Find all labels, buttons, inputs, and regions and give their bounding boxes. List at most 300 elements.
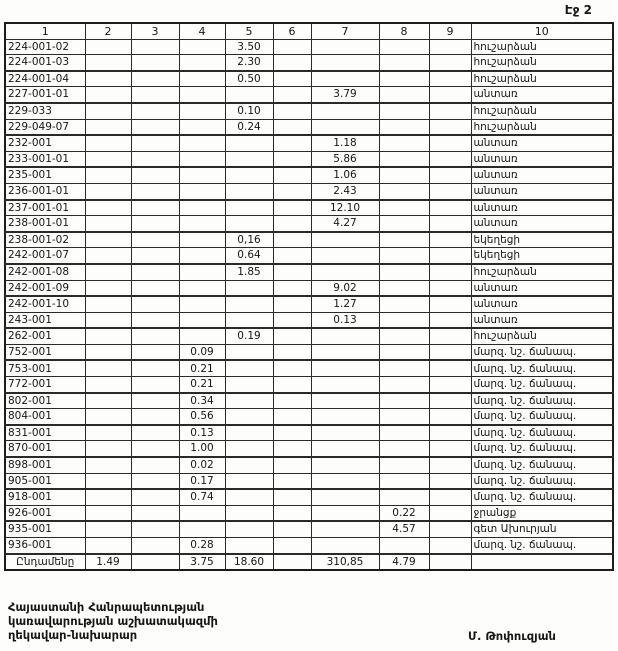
value-cell: [225, 393, 273, 409]
value-cell: [273, 344, 311, 360]
value-cell: [273, 538, 311, 554]
code-cell: 237-001-01: [5, 200, 85, 216]
value-cell: [131, 409, 179, 425]
value-cell: [179, 505, 225, 521]
value-cell: [311, 521, 379, 537]
value-cell: [273, 167, 311, 183]
code-cell: 753-001: [5, 360, 85, 376]
value-cell: [179, 200, 225, 216]
table-row: [5, 232, 613, 248]
value-cell: [131, 216, 179, 232]
value-cell: [273, 409, 311, 425]
value-cell: [429, 183, 471, 199]
value-cell: 0.17: [179, 473, 225, 489]
value-cell: [225, 87, 273, 103]
category-cell: հուշարձան: [471, 71, 613, 87]
value-cell: [179, 39, 225, 55]
table-row: [5, 216, 613, 232]
value-cell: [225, 151, 273, 167]
table-row: [5, 39, 613, 55]
category-cell: մարզ. նշ. ճանապ.: [471, 344, 613, 360]
value-cell: [311, 538, 379, 554]
category-cell: մարզ. նշ. ճանապ.: [471, 441, 613, 457]
value-cell: 0.02: [179, 457, 225, 473]
table-row: [5, 538, 613, 554]
value-cell: 0.13: [311, 312, 379, 328]
value-cell: [311, 232, 379, 248]
value-cell: [273, 183, 311, 199]
value-cell: [179, 216, 225, 232]
code-cell: 242-001-10: [5, 296, 85, 312]
value-cell: [273, 119, 311, 135]
column-header: 1: [5, 23, 85, 39]
value-cell: 0.21: [179, 377, 225, 393]
code-cell: 918-001: [5, 489, 85, 505]
value-cell: [311, 71, 379, 87]
code-cell: 752-001: [5, 344, 85, 360]
column-header: 4: [179, 23, 225, 39]
value-cell: [379, 393, 429, 409]
table-row: [5, 248, 613, 264]
value-cell: [311, 55, 379, 71]
table-row: [5, 441, 613, 457]
value-cell: [179, 312, 225, 328]
footer-block: [8, 601, 218, 642]
category-cell: ջրանցք: [471, 505, 613, 521]
value-cell: [131, 248, 179, 264]
value-cell: [429, 264, 471, 280]
value-cell: [379, 248, 429, 264]
value-cell: [85, 248, 131, 264]
total-value-cell: 4.79: [379, 554, 429, 571]
column-header: 2: [85, 23, 131, 39]
value-cell: 0.09: [179, 344, 225, 360]
value-cell: [225, 489, 273, 505]
value-cell: [379, 489, 429, 505]
value-cell: [131, 135, 179, 151]
category-cell: հուշարձան: [471, 39, 613, 55]
value-cell: [273, 39, 311, 55]
value-cell: [429, 135, 471, 151]
header-row: [5, 23, 613, 39]
category-cell: մարզ. նշ. ճանապ.: [471, 393, 613, 409]
value-cell: [85, 39, 131, 55]
page-number: Էջ 2: [564, 3, 592, 17]
value-cell: [225, 296, 273, 312]
value-cell: [429, 103, 471, 119]
value-cell: [85, 521, 131, 537]
category-cell: հուշարձան: [471, 103, 613, 119]
value-cell: [131, 87, 179, 103]
value-cell: [311, 344, 379, 360]
table-row: [5, 360, 613, 376]
value-cell: [131, 232, 179, 248]
table-row: [5, 377, 613, 393]
value-cell: [429, 71, 471, 87]
value-cell: [85, 280, 131, 296]
value-cell: [429, 232, 471, 248]
category-cell: մարզ. նշ. ճանապ.: [471, 377, 613, 393]
total-value-cell: [131, 554, 179, 571]
value-cell: [225, 312, 273, 328]
code-cell: 224-001-03: [5, 55, 85, 71]
value-cell: [379, 473, 429, 489]
signature-name: Մ. Թոփուզյան: [468, 629, 556, 643]
footer-line-1: Հայաստանի Հանրապետության: [8, 600, 205, 614]
value-cell: [131, 312, 179, 328]
value-cell: [225, 441, 273, 457]
category-cell: մարզ. նշ. ճանապ.: [471, 538, 613, 554]
value-cell: [131, 151, 179, 167]
value-cell: [85, 167, 131, 183]
value-cell: [131, 55, 179, 71]
value-cell: [131, 489, 179, 505]
value-cell: [379, 457, 429, 473]
column-header: 10: [471, 23, 613, 39]
total-value-cell: 3.75: [179, 554, 225, 571]
code-cell: 232-001: [5, 135, 85, 151]
value-cell: [379, 103, 429, 119]
value-cell: [273, 232, 311, 248]
value-cell: [131, 393, 179, 409]
value-cell: [225, 377, 273, 393]
value-cell: [131, 538, 179, 554]
value-cell: [429, 505, 471, 521]
value-cell: [179, 280, 225, 296]
value-cell: 1.18: [311, 135, 379, 151]
value-cell: 4.57: [379, 521, 429, 537]
value-cell: [273, 248, 311, 264]
value-cell: [379, 344, 429, 360]
value-cell: [429, 280, 471, 296]
value-cell: [379, 280, 429, 296]
value-cell: [273, 87, 311, 103]
value-cell: [429, 457, 471, 473]
value-cell: [225, 409, 273, 425]
code-cell: 870-001: [5, 441, 85, 457]
value-cell: [85, 489, 131, 505]
table-row: [5, 151, 613, 167]
code-cell: 831-001: [5, 425, 85, 441]
value-cell: [85, 409, 131, 425]
code-cell: 926-001: [5, 505, 85, 521]
value-cell: [131, 280, 179, 296]
value-cell: [311, 441, 379, 457]
value-cell: [85, 328, 131, 344]
value-cell: [379, 71, 429, 87]
value-cell: [225, 344, 273, 360]
table-row: [5, 87, 613, 103]
value-cell: [131, 296, 179, 312]
value-cell: [379, 264, 429, 280]
table-row: [5, 521, 613, 537]
value-cell: [311, 248, 379, 264]
value-cell: [429, 55, 471, 71]
category-cell: մարզ. նշ. ճանապ.: [471, 425, 613, 441]
value-cell: 3.50: [225, 39, 273, 55]
value-cell: [429, 119, 471, 135]
category-cell: անտառ: [471, 183, 613, 199]
value-cell: [225, 505, 273, 521]
value-cell: [311, 473, 379, 489]
value-cell: [311, 328, 379, 344]
value-cell: [131, 377, 179, 393]
table-row: [5, 457, 613, 473]
value-cell: [85, 264, 131, 280]
value-cell: [179, 248, 225, 264]
total-value-cell: 1.49: [85, 554, 131, 571]
value-cell: [379, 312, 429, 328]
code-cell: 235-001: [5, 167, 85, 183]
value-cell: [131, 200, 179, 216]
value-cell: [379, 232, 429, 248]
value-cell: [131, 425, 179, 441]
value-cell: [429, 151, 471, 167]
value-cell: [311, 377, 379, 393]
value-cell: [131, 71, 179, 87]
category-cell: անտառ: [471, 135, 613, 151]
category-cell: անտառ: [471, 167, 613, 183]
value-cell: 0.22: [379, 505, 429, 521]
category-cell: անտառ: [471, 87, 613, 103]
value-cell: [379, 183, 429, 199]
value-cell: [429, 425, 471, 441]
value-cell: [225, 457, 273, 473]
value-cell: [429, 393, 471, 409]
code-cell: 242-001-08: [5, 264, 85, 280]
value-cell: [85, 312, 131, 328]
value-cell: [273, 505, 311, 521]
value-cell: [379, 328, 429, 344]
value-cell: 4.27: [311, 216, 379, 232]
category-cell: հուշարձան: [471, 55, 613, 71]
code-cell: 243-001: [5, 312, 85, 328]
value-cell: [225, 280, 273, 296]
value-cell: [379, 151, 429, 167]
category-cell: մարզ. նշ. ճանապ.: [471, 409, 613, 425]
value-cell: [379, 441, 429, 457]
value-cell: 0.64: [225, 248, 273, 264]
value-cell: 1.06: [311, 167, 379, 183]
total-value-cell: [429, 554, 471, 571]
value-cell: 0.28: [179, 538, 225, 554]
value-cell: [85, 232, 131, 248]
value-cell: [379, 39, 429, 55]
value-cell: [131, 328, 179, 344]
total-value-cell: [273, 554, 311, 571]
value-cell: 0.13: [179, 425, 225, 441]
value-cell: 0.10: [225, 103, 273, 119]
column-header: 7: [311, 23, 379, 39]
table-row: [5, 103, 613, 119]
category-cell: մարզ. նշ. ճանապ.: [471, 360, 613, 376]
table-row: [5, 328, 613, 344]
value-cell: [379, 167, 429, 183]
value-cell: [273, 216, 311, 232]
value-cell: [179, 119, 225, 135]
code-cell: 936-001: [5, 538, 85, 554]
value-cell: [273, 103, 311, 119]
value-cell: [131, 103, 179, 119]
value-cell: [273, 425, 311, 441]
value-cell: 5.86: [311, 151, 379, 167]
column-header: 3: [131, 23, 179, 39]
category-cell: հուշարձան: [471, 119, 613, 135]
value-cell: [85, 296, 131, 312]
value-cell: 2.30: [225, 55, 273, 71]
table-row: [5, 473, 613, 489]
value-cell: [85, 377, 131, 393]
table-row: [5, 183, 613, 199]
value-cell: 0.74: [179, 489, 225, 505]
value-cell: [225, 183, 273, 199]
value-cell: [131, 457, 179, 473]
value-cell: [273, 393, 311, 409]
footer-line-2: կառավարության աշխատակազմի: [8, 613, 218, 628]
value-cell: [429, 216, 471, 232]
value-cell: [311, 425, 379, 441]
code-cell: 905-001: [5, 473, 85, 489]
value-cell: [131, 39, 179, 55]
value-cell: [429, 489, 471, 505]
value-cell: [131, 441, 179, 457]
value-cell: 12.10: [311, 200, 379, 216]
value-cell: [85, 183, 131, 199]
column-header: 8: [379, 23, 429, 39]
table-row: [5, 55, 613, 71]
value-cell: [179, 135, 225, 151]
value-cell: 0.50: [225, 71, 273, 87]
code-cell: 772-001: [5, 377, 85, 393]
value-cell: [311, 489, 379, 505]
value-cell: [379, 135, 429, 151]
value-cell: [273, 441, 311, 457]
value-cell: [85, 538, 131, 554]
value-cell: [85, 200, 131, 216]
value-cell: 0.21: [179, 360, 225, 376]
value-cell: [85, 103, 131, 119]
value-cell: [379, 200, 429, 216]
table-row: [5, 264, 613, 280]
value-cell: [273, 135, 311, 151]
value-cell: [179, 71, 225, 87]
column-header: 9: [429, 23, 471, 39]
value-cell: [311, 119, 379, 135]
table-row: [5, 505, 613, 521]
category-cell: հուշարձան: [471, 328, 613, 344]
value-cell: [379, 377, 429, 393]
table-row: [5, 71, 613, 87]
value-cell: [273, 200, 311, 216]
value-cell: [429, 521, 471, 537]
value-cell: [273, 264, 311, 280]
value-cell: [179, 151, 225, 167]
value-cell: [429, 409, 471, 425]
value-cell: [85, 441, 131, 457]
value-cell: [311, 360, 379, 376]
value-cell: [379, 87, 429, 103]
column-header: 5: [225, 23, 273, 39]
category-cell: գետ Ախուրյան: [471, 521, 613, 537]
total-value-cell: 310,85: [311, 554, 379, 571]
value-cell: [85, 473, 131, 489]
code-cell: 804-001: [5, 409, 85, 425]
table-row: [5, 312, 613, 328]
value-cell: [429, 312, 471, 328]
value-cell: [273, 377, 311, 393]
value-cell: [379, 296, 429, 312]
value-cell: [273, 360, 311, 376]
category-cell: անտառ: [471, 312, 613, 328]
value-cell: [179, 328, 225, 344]
value-cell: [179, 103, 225, 119]
value-cell: 3.79: [311, 87, 379, 103]
code-cell: 242-001-07: [5, 248, 85, 264]
value-cell: [85, 393, 131, 409]
category-cell: անտառ: [471, 216, 613, 232]
value-cell: [85, 425, 131, 441]
value-cell: [429, 296, 471, 312]
table-row: [5, 489, 613, 505]
value-cell: [131, 119, 179, 135]
value-cell: 0.34: [179, 393, 225, 409]
value-cell: [379, 409, 429, 425]
value-cell: [225, 167, 273, 183]
value-cell: [429, 87, 471, 103]
value-cell: [379, 55, 429, 71]
value-cell: [85, 135, 131, 151]
value-cell: [311, 505, 379, 521]
code-cell: 229-049-07: [5, 119, 85, 135]
value-cell: [85, 119, 131, 135]
value-cell: [179, 183, 225, 199]
value-cell: [429, 39, 471, 55]
value-cell: [85, 457, 131, 473]
value-cell: [311, 409, 379, 425]
value-cell: [429, 248, 471, 264]
land-parcel-table: [4, 22, 614, 571]
value-cell: 0.19: [225, 328, 273, 344]
code-cell: 238-001-02: [5, 232, 85, 248]
value-cell: [311, 457, 379, 473]
value-cell: [429, 360, 471, 376]
value-cell: 0.24: [225, 119, 273, 135]
value-cell: [429, 200, 471, 216]
code-cell: 224-001-02: [5, 39, 85, 55]
code-cell: 935-001: [5, 521, 85, 537]
value-cell: [131, 344, 179, 360]
value-cell: [179, 521, 225, 537]
category-cell: անտառ: [471, 296, 613, 312]
value-cell: [131, 167, 179, 183]
value-cell: [225, 216, 273, 232]
value-cell: [131, 360, 179, 376]
category-cell: մարզ. նշ. ճանապ.: [471, 473, 613, 489]
code-cell: 229-033: [5, 103, 85, 119]
value-cell: 0,16: [225, 232, 273, 248]
table-row: [5, 344, 613, 360]
table-row: [5, 119, 613, 135]
value-cell: [273, 296, 311, 312]
total-value-cell: [471, 554, 613, 571]
code-cell: 238-001-01: [5, 216, 85, 232]
value-cell: [225, 425, 273, 441]
value-cell: [131, 264, 179, 280]
value-cell: [131, 505, 179, 521]
code-cell: 236-001-01: [5, 183, 85, 199]
value-cell: [379, 425, 429, 441]
table-row: [5, 296, 613, 312]
